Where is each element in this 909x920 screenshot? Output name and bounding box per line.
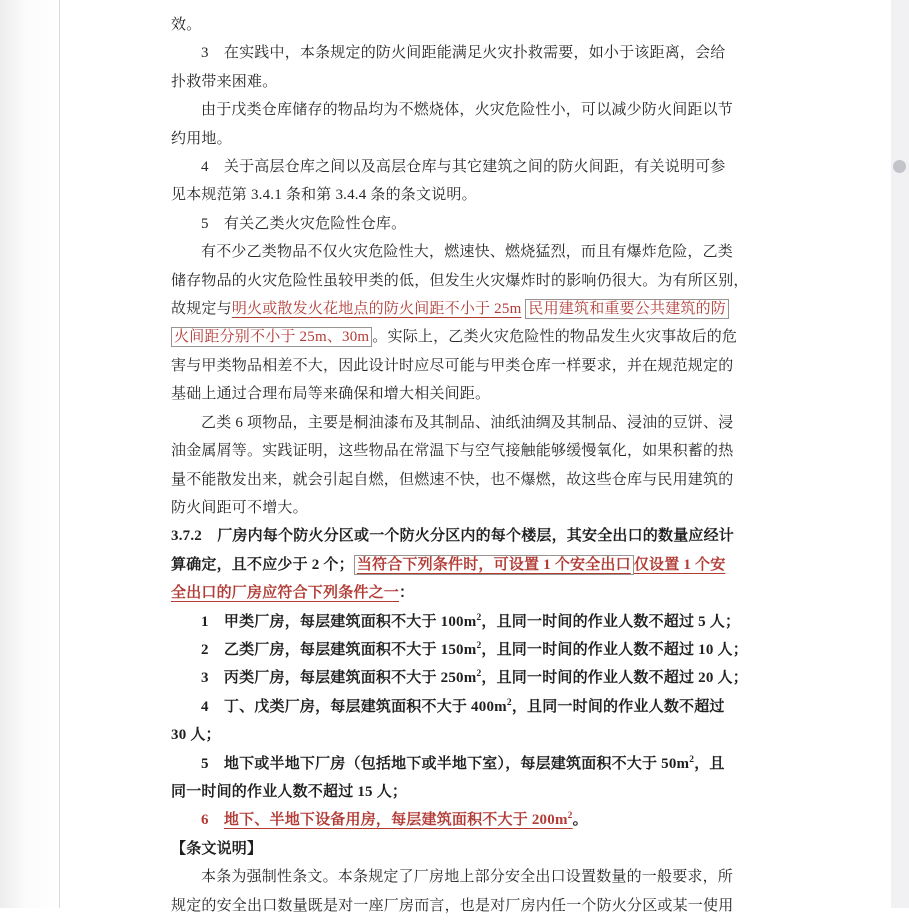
text-segment: 有不少乙类物品不仅火灾危险性大，燃速快、燃烧猛烈，而且有爆炸危险，乙类 (201, 244, 734, 261)
doc-line (171, 466, 749, 494)
doc-line (171, 806, 749, 834)
doc-line (171, 153, 749, 181)
text-segment: 由于戊类仓库储存的物品均为不燃烧体，火灾危险性小，可以减少防火间距以节 (201, 102, 734, 119)
text-segment: ，且同一时间的作业人数不超过 (511, 698, 725, 715)
text-segment: 5 有关乙类火灾危险性仓库。 (201, 215, 407, 232)
doc-line (171, 295, 749, 323)
scrollbar-thumb[interactable] (893, 160, 906, 173)
doc-line (171, 39, 749, 67)
text-segment: 2 (476, 612, 482, 623)
doc-line (171, 750, 749, 778)
text-segment: 当符合下列条件时，可设置 1 个安全出口 (354, 555, 634, 575)
text-segment: 火间距分别不小于 25m、30m (171, 327, 372, 347)
text-segment: ，且同一时间的作业人数不超过 5 人； (481, 613, 741, 630)
text-segment: 5 地下或半地下厂房（包括地下或半地下室），每层建筑面积不大于 50m (201, 755, 690, 772)
text-segment: 2 (506, 697, 512, 708)
doc-line (171, 352, 749, 380)
doc-line (171, 522, 749, 550)
doc-line (171, 863, 749, 891)
text-segment: ： (399, 585, 415, 602)
text-segment: 防火间距可不增大。 (171, 499, 308, 516)
text-segment: 。实际上，乙类火灾危险性的物品发生火灾事故后的危 (372, 329, 738, 346)
text-segment: 扑救带来困难。 (171, 73, 278, 90)
text-segment: 效。 (171, 17, 202, 33)
text-segment: 1 甲类厂房，每层建筑面积不大于 100m (201, 613, 477, 630)
text-segment: 仅设置 1 个安 (633, 556, 726, 573)
doc-line (171, 636, 749, 664)
doc-line (171, 238, 749, 266)
text-segment: 2 乙类厂房，每层建筑面积不大于 150m (201, 641, 477, 658)
document-page (171, 11, 749, 920)
text-segment: 储存物品的火灾危险性虽较甲类的低，但发生火灾爆炸时的影响仍很大。为有所区别， (171, 272, 749, 289)
text-segment: 地下、半地下设备用房，每层建筑面积不大于 200m (223, 812, 568, 829)
doc-line (171, 380, 749, 408)
doc-line (171, 551, 749, 579)
doc-line (171, 778, 749, 806)
text-segment: 乙类 6 项物品，主要是桐油漆布及其制品、油纸油绸及其制品、浸油的豆饼、浸 (201, 414, 734, 431)
text-segment: 规定的安全出口数量既是对一座厂房而言，也是对厂房内任一个防火分区或某一使用 (171, 897, 734, 914)
text-segment: 30 人； (171, 727, 221, 744)
doc-line (171, 608, 749, 636)
text-segment: 量不能散发出来，就会引起自燃，但燃速不快，也不爆燃，故这些仓库与民用建筑的 (171, 471, 734, 488)
doc-line (171, 579, 749, 607)
doc-line (171, 892, 749, 920)
doc-line (171, 494, 749, 522)
text-segment: 【条文说明】 (171, 840, 263, 857)
doc-line (171, 835, 749, 863)
text-segment: 故规定与 (171, 301, 232, 318)
doc-line (171, 437, 749, 465)
text-segment: ，且同一时间的作业人数不超过 20 人； (481, 670, 748, 687)
scrollbar-track[interactable] (891, 0, 909, 908)
text-segment: 2 (689, 754, 695, 765)
doc-line (171, 323, 749, 351)
text-segment: 油金属屑等。实践证明，这些物品在常温下与空气接触能够缓慢氧化，如果积蓄的热 (171, 443, 734, 460)
text-segment: ，且 (694, 755, 725, 772)
text-segment: 民用建筑和重要公共建筑的防 (525, 299, 729, 319)
page-edge-shadow (0, 0, 60, 908)
text-segment: 明火或散发火花地点的防火间距不小于 25m (231, 301, 522, 318)
text-segment: 算确定，且不应少于 2 个； (171, 556, 354, 573)
text-segment: 。 (572, 812, 588, 829)
doc-line (171, 693, 749, 721)
text-segment: 2 (567, 811, 573, 822)
doc-line (171, 664, 749, 692)
doc-line (171, 68, 749, 96)
text-segment: 见本规范第 3.4.1 条和第 3.4.4 条的条文说明。 (171, 187, 477, 204)
text-segment: 3.7.2 厂房内每个防火分区或一个防火分区内的每个楼层，其安全出口的数量应经计 (171, 528, 735, 545)
doc-line (171, 181, 749, 209)
text-segment: 本条为强制性条文。本条规定了厂房地上部分安全出口设置数量的一般要求，所 (201, 869, 734, 886)
text-segment: 2 (476, 669, 482, 680)
doc-line (171, 96, 749, 124)
text-segment: 约用地。 (171, 130, 232, 147)
text-segment: 3 丙类厂房，每层建筑面积不大于 250m (201, 670, 477, 687)
text-segment: 6 (201, 812, 224, 829)
text-segment: 3 在实践中，本条规定的防火间距能满足火灾扑救需要，如小于该距离，会给 (201, 45, 726, 62)
doc-line (171, 721, 749, 749)
text-segment: 基础上通过合理布局等来确保和增大相关间距。 (171, 386, 491, 403)
doc-line (171, 210, 749, 238)
doc-line (171, 409, 749, 437)
doc-line (171, 267, 749, 295)
doc-line (171, 125, 749, 153)
text-segment: 2 (476, 640, 482, 651)
text-segment: 全出口的厂房应符合下列条件之一 (171, 585, 400, 602)
text-segment: 同一时间的作业人数不超过 15 人； (171, 783, 408, 800)
text-segment: ，且同一时间的作业人数不超过 10 人； (481, 641, 748, 658)
text-segment: 4 丁、戊类厂房，每层建筑面积不大于 400m (201, 698, 507, 715)
text-segment: 4 关于高层仓库之间以及高层仓库与其它建筑之间的防火间距，有关说明可参 (201, 159, 726, 176)
doc-line (171, 11, 749, 39)
text-segment: 害与甲类物品相差不大，因此设计时应尽可能与甲类仓库一样要求，并在规范规定的 (171, 357, 734, 374)
